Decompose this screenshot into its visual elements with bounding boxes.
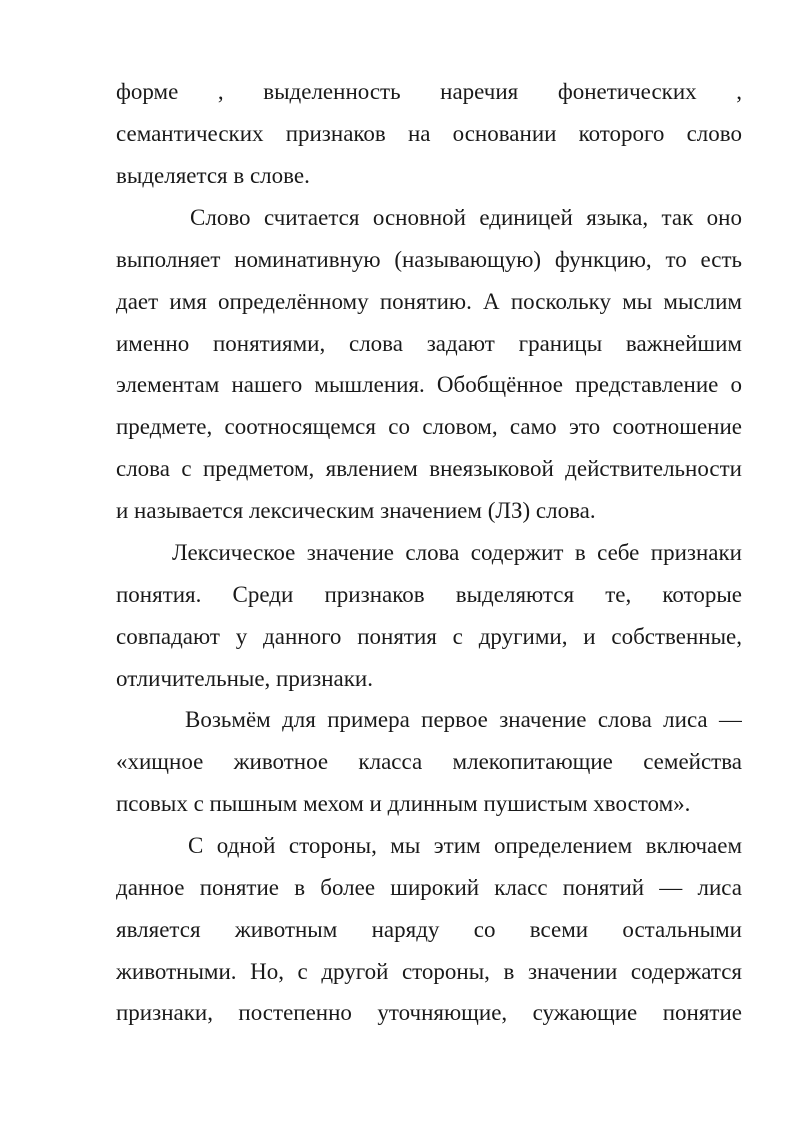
text-line: форме , выделенность наречия фонетических , [116,79,742,104]
text-line: понятия. Среди признаков выделяются те, которые [116,582,742,607]
text-line: признаки, постепенно уточняющие, сужающие понятие [116,1000,742,1025]
text-line: животными. Но, с другой стороны, в значении содержатся [116,959,742,984]
text-line: совпадают у данного понятия с другими, и собственные, [116,624,742,649]
text-line: именно понятиями, слова задают границы важнейшим [116,331,742,356]
paragraph-first-line: Слово считается основной единицей языка, так оно [190,205,742,230]
text-line: выделяется в слове. [116,163,310,188]
text-line: семантических признаков на основании которого слово [116,121,742,146]
text-line: элементам нашего мышления. Обобщённое представление о [116,372,742,397]
text-line: слова с предметом, явлением внеязыковой действительности [116,456,742,481]
text-line: дает имя определённому понятию. А поскольку мы мыслим [116,289,742,314]
text-line: псовых с пышным мехом и длинным пушистым хвостом». [116,791,691,816]
text-line: является животным наряду со всеми остальными [116,917,742,942]
text-line: предмете, соотносящемся со словом, само это соотношение [116,414,742,439]
text-line: «хищное животное класса млекопитающие семейства [116,749,742,774]
text-line: и называется лексическим значением (ЛЗ) слова. [116,498,596,523]
text-line: отличительные, признаки. [116,666,373,691]
text-line: данное понятие в более широкий класс понятий — лиса [116,875,742,900]
paragraph-first-line: Возьмём для примера первое значение слова лиса — [185,707,742,732]
text-line: выполняет номинативную (называющую) функцию, то есть [116,247,742,272]
paragraph-first-line: Лексическое значение слова содержит в себе признаки [172,540,742,565]
paragraph-first-line: С одной стороны, мы этим определением включаем [188,833,742,858]
